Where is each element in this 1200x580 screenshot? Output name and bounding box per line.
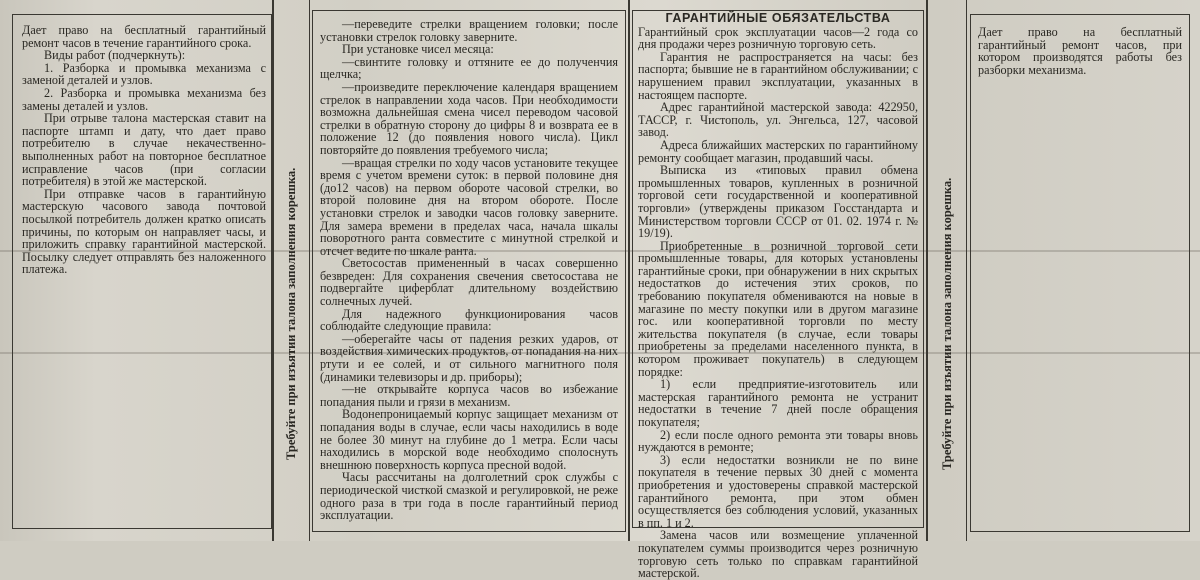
paragraph: 2. Разборка и промывка механизма без замены деталей и узлов. (22, 85, 266, 113)
right-stub-frame (970, 14, 1190, 532)
paragraph: —вращая стрелки по ходу часов установите текущее время с учетом времени суток: в первой половине дня (до12 часов) на первом обороте часовой стрелки, во второй половине дня на втором обороте. После установки стрелок и заводки часов головку заверните. Для замера времени в пределах часа, начала шкалы поворотного ранта совместите с минутной стрелкой и отсчет ведите по шкале ранта. (320, 155, 618, 258)
paragraph: —оберегайте часы от падения резких ударов, от воздействия химических продуктов, от попадания на них ртути и ее солей, и от сильного магнитного поля (динамики телевизоры и др. приборы); (320, 331, 618, 384)
paragraph: —произведите переключение календаря вращением стрелок в направлении хода часов. При необходимости возможна дальнейшая смена чисел переводом часовой стрелки в обратную сторону до цифры 8 и возврата ее в положение 12 (до появления нового числа). Цикл повторяйте до появления требуемого числа; (320, 79, 618, 157)
right-stub-text (978, 26, 1182, 86)
paragraph: При отправке часов в гарантийную мастерскую часового завода почтовой посылкой потребитель должен кратко описать причины, по которым он направляет часы, и приложить справку гарантийной мастерской. Посылку следует отправлять без наложенного платежа. (22, 186, 266, 277)
paragraph: Гарантия не распространяется на часы: без паспорта; бывшие не в гарантийном обслуживании; с нарушением правил эксплуатации, указанных в настоящем паспорте. (638, 49, 918, 102)
paragraph: Виды работ (подчеркнуть): (44, 48, 186, 63)
paragraph: Дает право на бесплатный гарантийный ремонт часов в течение гарантийного срока. (22, 23, 266, 50)
paragraph: Дает право на бесплатный гарантийный ремонт часов, при котором производятся работы без разборки механизма. (978, 25, 1182, 77)
paragraph: Адреса ближайших мастерских по гарантийному ремонту сообщает магазин, продавший часы. (638, 137, 918, 165)
instructions-text (320, 17, 618, 523)
warranty-section (638, 11, 918, 580)
paragraph: —переведите стрелки вращением головки; после установки стрелок головку заверните. (320, 17, 618, 44)
cut-line (966, 0, 967, 541)
cut-line (272, 0, 274, 541)
vertical-notice-right: Требуйте при изъятии талона заполнения корешка. (940, 177, 954, 470)
paragraph: 3) если недостатки возникли не по вине покупателя в течение первых 30 дней с момента приобретения и удостоверены справкой мастерской гарантийного ремонта, при этом обмен осуществляется без соблюдения условий, указанных в пп. 1 и 2. (638, 452, 918, 530)
paragraph: Замена часов или возмещение уплаченной покупателем суммы производится через розничную торговую сеть только по справкам гарантийной мастерской. (638, 528, 918, 580)
paragraph: Часы рассчитаны на долголетний срок службы с периодической чисткой смазкой и регулировкой, не реже одного раза в три года в после гарантийный период эксплуатации. (320, 470, 618, 523)
paragraph: 2) если после одного ремонта эти товары вновь нуждаются в ремонте; (638, 427, 918, 455)
column-divider (628, 0, 630, 541)
paragraph: Адрес гарантийной мастерской завода: 422950, ТАССР, г. Чистополь, ул. Энгельса, 127, часовой завод. (638, 100, 918, 140)
paragraph: Для надежного функционирования часов соблюдайте следующие правила: (320, 306, 618, 334)
vertical-notice-left: Требуйте при изъятии талона заполнения корешка. (284, 167, 298, 460)
cut-line (926, 0, 928, 541)
paragraph: —свинтите головку и оттяните ее до полученчия щелчка; (320, 54, 618, 82)
warranty-title: ГАРАНТИЙНЫЕ ОБЯЗАТЕЛЬСТВА (665, 11, 891, 25)
left-stub-text (22, 23, 266, 277)
paragraph: Приобретенные в розничной торговой сети промышленные товары, для которых установлены гарантийные сроки, при обнаружении в них скрытых недостатков до истечения этих сроков, по требованию покупателя обмениваются на новые в магазине по месту покупки или в другом магазине гос. или кооперативной торговли по месту жительства покупателя (в случае, если товары приобретены за пределами населенного пункта, в котором проживает покупатель) в следующем порядке: (638, 238, 918, 379)
paragraph: Водонепроницаемый корпус защищает механизм от попадания воды в случае, если часы находились в воде не более 30 минут на глубине до 1 метра. Если часы находились в морской воде необходимо сполоснуть внешнюю поверхность корпуса пресной водой. (320, 407, 618, 472)
paragraph: При установке чисел месяца: (342, 42, 494, 57)
paragraph: 1. Разборка и промывка механизма с заменой деталей и узлов. (22, 60, 266, 88)
paragraph: Выписка из «типовых правил обмена промышленных товаров, купленных в розничной торговой сети государственной и кооперативной торговли» (утверждены приказом Госстандарта и Министерством торговли СССР от 01. 02. 1974 г. № 19/19). (638, 163, 918, 241)
paragraph: Гарантийный срок эксплуатации часов—2 года со дня продажи через розничную торговую сеть. (638, 24, 918, 52)
warranty-text (638, 26, 918, 580)
paragraph: Светосостав примененный в часах совершенно безвреден: Для сохранения свечения светосостава не подвергайте циферблат длительному воздействию солнечных лучей. (320, 256, 618, 309)
paragraph: При отрыве талона мастерская ставит на паспорте штамп и дату, что дает право потребителю в случае некачественно-выполненных работ на повторное бесплатное исправление часов (при согласии потребителя) в этой же мастерской. (22, 111, 266, 189)
cut-line (309, 0, 310, 541)
paragraph: —не открывайте корпуса часов во избежание попадания пыли и грязи в механизм. (320, 382, 618, 409)
paragraph: 1) если предприятие-изготовитель или мастерская гарантийного ремонта не устранит недостатки в течение 7 дней после обращения покупателя; (638, 377, 918, 429)
